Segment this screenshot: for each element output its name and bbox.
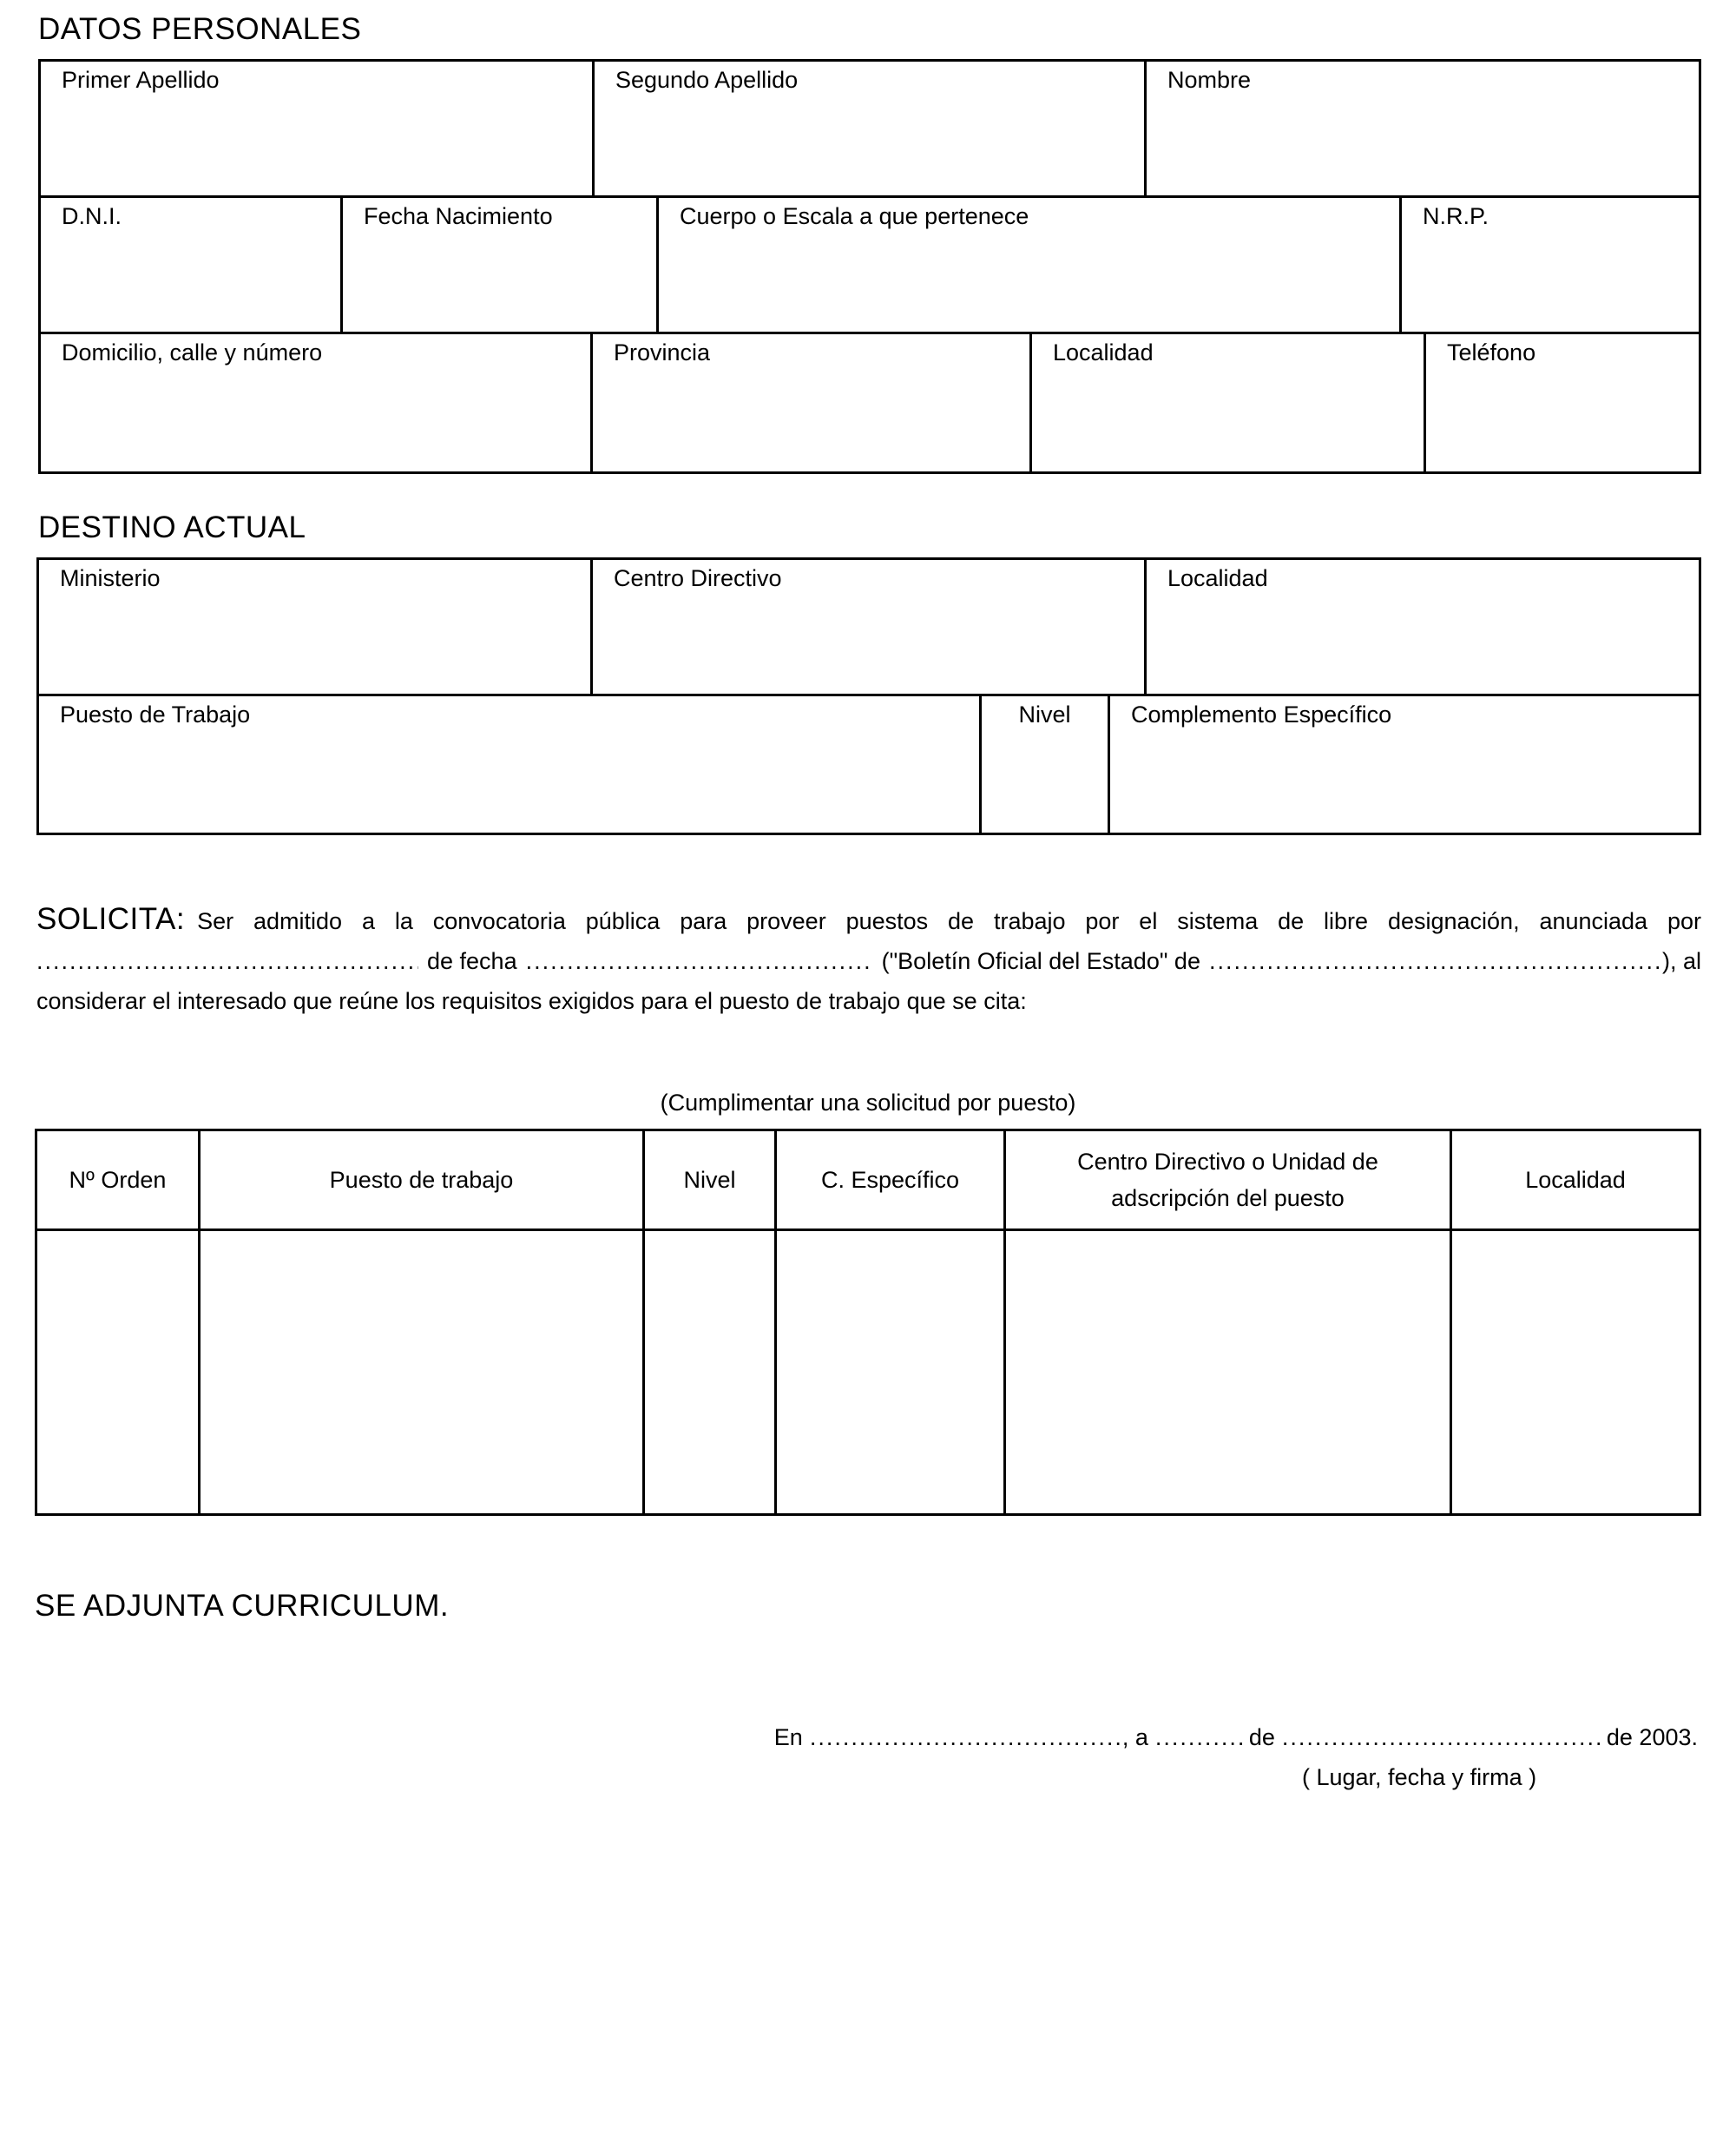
col-n-orden[interactable] <box>37 1131 201 1513</box>
blank-dia[interactable] <box>1155 1724 1242 1751</box>
solicita-line-1 <box>36 899 1701 941</box>
field-label: Domicilio, calle y número <box>62 339 323 366</box>
field-telefono[interactable] <box>1426 334 1699 471</box>
table-header-cell: Puesto de trabajo <box>329 1167 514 1193</box>
field-label: Complemento Específico <box>1131 702 1392 728</box>
table-header-cell: Nº Orden <box>69 1167 167 1193</box>
field-label: Segundo Apellido <box>615 67 799 93</box>
blank-lugar[interactable] <box>810 1724 1122 1751</box>
col-centro-directivo[interactable] <box>1006 1131 1452 1513</box>
firma-en: En <box>773 1724 803 1750</box>
solicita-text-3: considerar el interesado que reúne los requisitos exigidos para el puesto de trabajo que se cita: <box>36 988 1027 1014</box>
field-localidad-destino[interactable] <box>1147 560 1699 694</box>
field-nombre[interactable] <box>1147 62 1699 195</box>
field-label: D.N.I. <box>62 203 122 229</box>
blank-fecha[interactable] <box>526 941 873 981</box>
table-header-cell: Centro Directivo o Unidad de adscripción del puesto <box>1077 1149 1378 1211</box>
field-nrp[interactable] <box>1402 198 1699 332</box>
datos-personales-row-2 <box>38 195 1701 334</box>
solicita-paragraph <box>36 899 1701 1021</box>
field-localidad[interactable] <box>1032 334 1426 471</box>
field-dni[interactable] <box>41 198 343 332</box>
blank-boe-fecha[interactable] <box>1209 941 1662 981</box>
solicita-line-2 <box>36 941 1701 981</box>
datos-personales-row-3 <box>38 332 1701 474</box>
firma-a: , a <box>1121 1724 1148 1750</box>
field-domicilio[interactable] <box>41 334 593 471</box>
solicita-keyword: SOLICITA: <box>36 902 186 936</box>
solicita-text-1: Ser admitido a la convocatoria pública para proveer puestos de trabajo por el sistema de libre designación, anunciada por <box>197 908 1701 934</box>
field-primer-apellido[interactable] <box>41 62 595 195</box>
table-header-cell: Nivel <box>683 1167 736 1193</box>
signature-line <box>774 1724 1698 1751</box>
field-label: Teléfono <box>1447 339 1536 366</box>
field-label: Fecha Nacimiento <box>364 203 553 229</box>
field-label: Cuerpo o Escala a que pertenece <box>680 203 1029 229</box>
firma-year: de 2003. <box>1606 1724 1698 1750</box>
section-title-datos-personales: DATOS PERSONALES <box>38 12 362 46</box>
field-puesto-trabajo[interactable] <box>39 696 982 833</box>
field-label: Centro Directivo <box>614 565 782 591</box>
field-label: Puesto de Trabajo <box>60 702 251 728</box>
adjunta-curriculum: SE ADJUNTA CURRICULUM. <box>35 1589 450 1623</box>
field-label: Provincia <box>614 339 711 366</box>
solicita-line-3 <box>36 981 1701 1021</box>
field-segundo-apellido[interactable] <box>595 62 1147 195</box>
destino-actual-row-2 <box>36 694 1701 835</box>
field-nivel[interactable] <box>982 696 1110 833</box>
field-centro-directivo[interactable] <box>593 560 1147 694</box>
col-puesto-trabajo[interactable] <box>201 1131 645 1513</box>
destino-actual-row-1 <box>36 557 1701 696</box>
section-title-destino-actual: DESTINO ACTUAL <box>38 511 306 544</box>
table-header-cell: C. Específico <box>820 1167 960 1193</box>
firma-caption: ( Lugar, fecha y firma ) <box>1302 1764 1537 1790</box>
col-nivel[interactable] <box>645 1131 777 1513</box>
table-note: (Cumplimentar una solicitud por puesto) <box>660 1090 1076 1116</box>
solicita-al: ), al <box>1661 948 1701 974</box>
blank-anunciada-por[interactable] <box>36 941 418 981</box>
puestos-table <box>35 1129 1701 1516</box>
field-ministerio[interactable] <box>39 560 593 694</box>
blank-mes[interactable] <box>1282 1724 1600 1751</box>
field-label: Nombre <box>1167 67 1252 93</box>
field-label: N.R.P. <box>1423 203 1489 229</box>
solicita-boe: ("Boletín Oficial del Estado" de <box>881 948 1200 974</box>
table-header-cell: Localidad <box>1525 1167 1626 1193</box>
field-cuerpo-escala[interactable] <box>659 198 1402 332</box>
field-complemento-especifico[interactable] <box>1110 696 1699 833</box>
datos-personales-row-1 <box>38 59 1701 198</box>
field-fecha-nacimiento[interactable] <box>343 198 659 332</box>
field-label: Nivel <box>1018 702 1071 728</box>
col-c-especifico[interactable] <box>777 1131 1006 1513</box>
field-label: Localidad <box>1053 339 1154 366</box>
solicita-de-fecha: de fecha <box>427 948 517 974</box>
field-provincia[interactable] <box>593 334 1032 471</box>
field-label: Primer Apellido <box>62 67 220 93</box>
firma-de: de <box>1248 1724 1275 1750</box>
field-label: Ministerio <box>60 565 161 591</box>
col-localidad[interactable] <box>1452 1131 1699 1513</box>
field-label: Localidad <box>1167 565 1268 591</box>
